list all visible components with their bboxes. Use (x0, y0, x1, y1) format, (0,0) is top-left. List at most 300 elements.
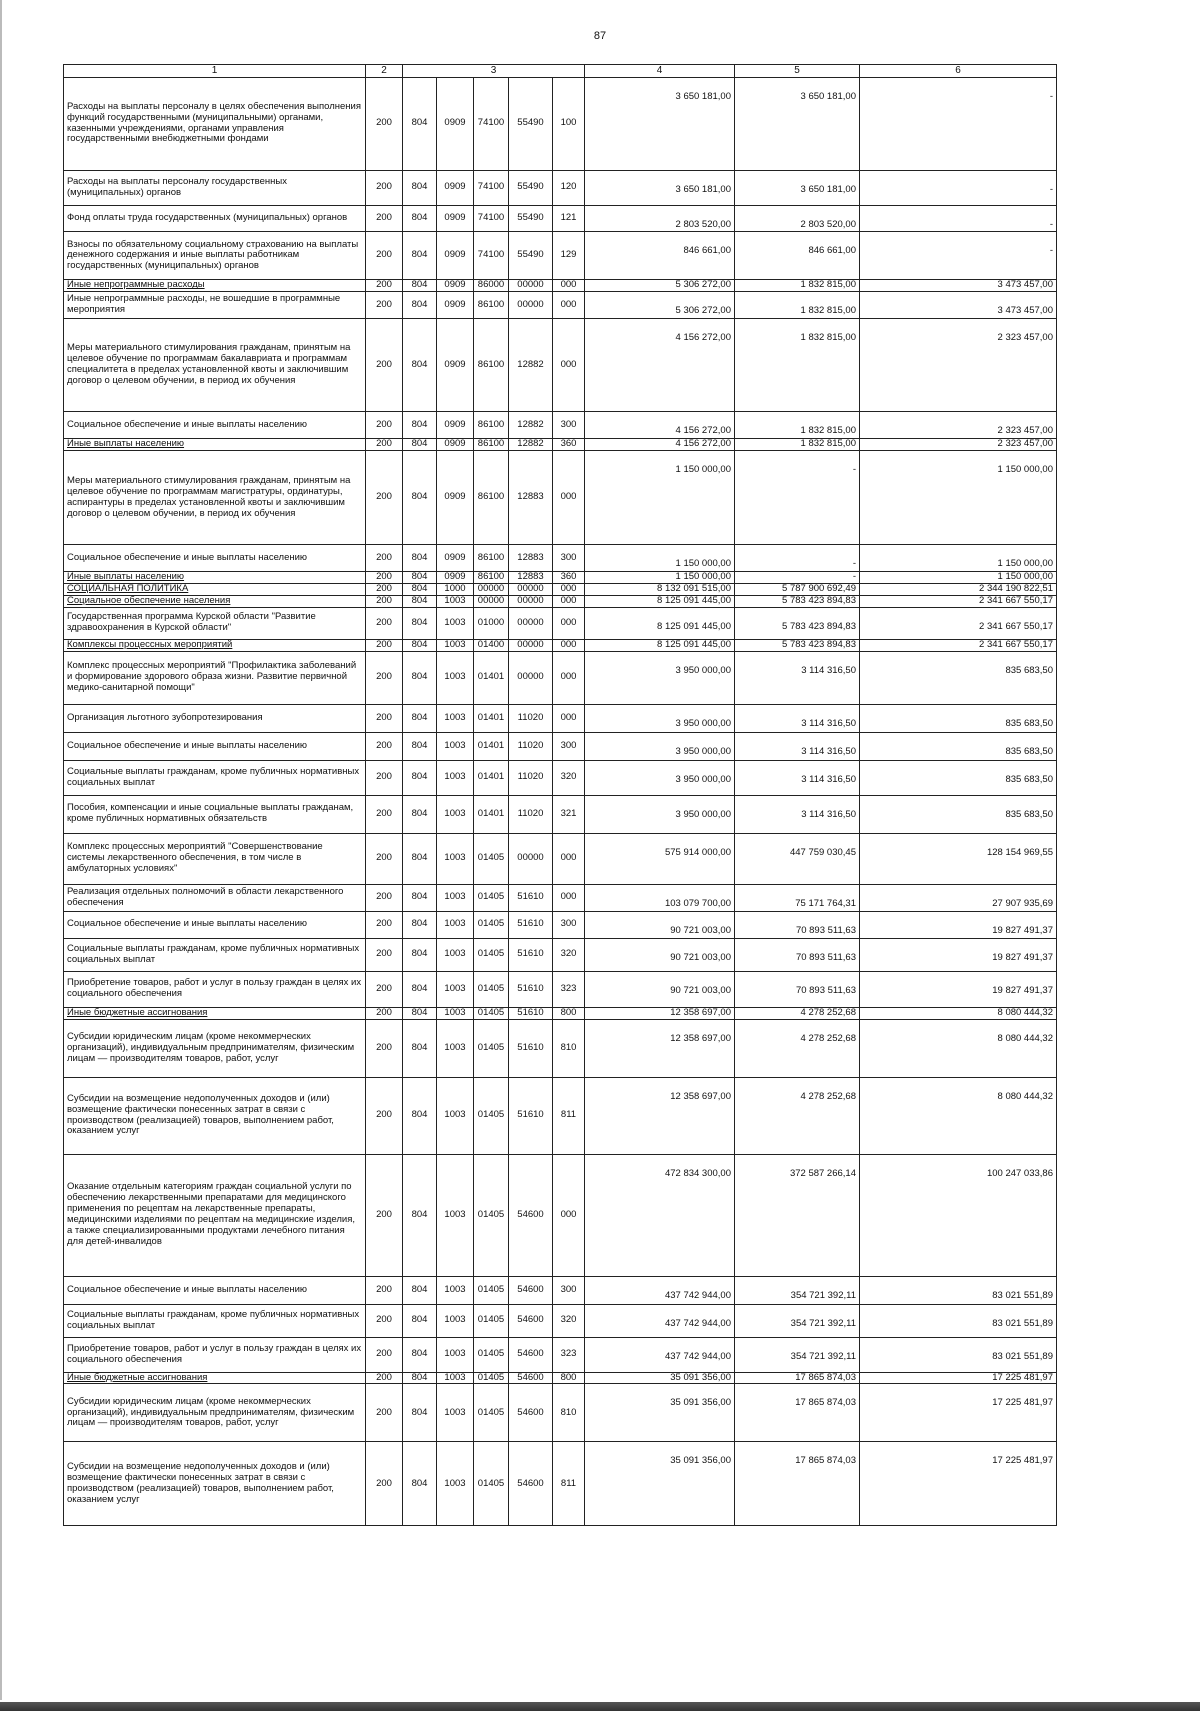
code-program: 01401 (474, 704, 509, 732)
code-admin: 804 (403, 795, 437, 833)
amount-col5: 70 893 511,63 (735, 971, 860, 1007)
row-name: Социальное обеспечение и иные выплаты населению (64, 732, 366, 760)
code-direction: 00000 (509, 280, 553, 292)
row-name: Расходы на выплаты персоналу в целях обеспечения выполнения функций государственными (муниципальными) органами, казенными учреждениями, органами управления государственными внебюджетными фондами (64, 77, 366, 170)
code-expense-type: 000 (553, 651, 585, 704)
code-program: 86000 (474, 280, 509, 292)
code-col2: 200 (366, 639, 403, 651)
amount-col6: 2 341 667 550,17 (860, 607, 1057, 639)
code-col2: 200 (366, 1019, 403, 1077)
code-admin: 804 (403, 232, 437, 280)
code-program: 86100 (474, 545, 509, 572)
amount-col5: 3 114 316,50 (735, 704, 860, 732)
code-direction: 00000 (509, 651, 553, 704)
code-admin: 804 (403, 205, 437, 232)
code-expense-type: 300 (553, 911, 585, 938)
table-row (64, 583, 1057, 595)
code-admin: 804 (403, 572, 437, 584)
code-program: 01405 (474, 1442, 509, 1526)
amount-col4: 35 091 356,00 (585, 1372, 735, 1384)
amount-col5: - (735, 545, 860, 572)
code-direction: 11020 (509, 795, 553, 833)
amount-col4: 8 125 091 445,00 (585, 595, 735, 607)
amount-col4: 472 834 300,00 (585, 1154, 735, 1276)
code-expense-type: 129 (553, 232, 585, 280)
amount-col6: 1 150 000,00 (860, 451, 1057, 545)
code-program: 01405 (474, 911, 509, 938)
row-name: Организация льготного зубопротезирования (64, 704, 366, 732)
code-program: 01405 (474, 833, 509, 884)
amount-col5: 70 893 511,63 (735, 911, 860, 938)
code-direction: 51610 (509, 1019, 553, 1077)
code-direction: 51610 (509, 1077, 553, 1154)
amount-col4: 437 742 944,00 (585, 1276, 735, 1304)
table-row (64, 911, 1057, 938)
code-col2: 200 (366, 1154, 403, 1276)
amount-col5: 4 278 252,68 (735, 1077, 860, 1154)
code-direction: 12882 (509, 319, 553, 412)
code-admin: 804 (403, 1019, 437, 1077)
code-program: 01405 (474, 1384, 509, 1442)
code-direction: 00000 (509, 595, 553, 607)
code-section: 1003 (437, 607, 474, 639)
header-col-2: 2 (366, 65, 403, 78)
code-direction: 51610 (509, 1007, 553, 1019)
amount-col4: 5 306 272,00 (585, 292, 735, 319)
code-direction: 54600 (509, 1384, 553, 1442)
code-admin: 804 (403, 451, 437, 545)
code-program: 74100 (474, 232, 509, 280)
row-name: Социальное обеспечение населения (64, 595, 366, 607)
code-section: 1003 (437, 760, 474, 795)
amount-col6: 27 907 935,69 (860, 884, 1057, 911)
code-col2: 200 (366, 884, 403, 911)
budget-sheet (63, 64, 1056, 1526)
code-expense-type: 120 (553, 170, 585, 205)
amount-col6: 19 827 491,37 (860, 911, 1057, 938)
code-admin: 804 (403, 1276, 437, 1304)
code-section: 1003 (437, 651, 474, 704)
row-name: Комплекс процессных мероприятий "Совершенствование системы лекарственного обеспечения, в том числе в амбулаторных условиях" (64, 833, 366, 884)
amount-col4: 3 650 181,00 (585, 77, 735, 170)
table-row (64, 280, 1057, 292)
table-row (64, 439, 1057, 451)
row-name: Государственная программа Курской области "Развитие здравоохранения в Курской области" (64, 607, 366, 639)
code-expense-type: 800 (553, 1007, 585, 1019)
code-admin: 804 (403, 583, 437, 595)
code-section: 0909 (437, 545, 474, 572)
code-program: 01401 (474, 760, 509, 795)
row-name: Социальное обеспечение и иные выплаты населению (64, 545, 366, 572)
code-program: 01000 (474, 607, 509, 639)
amount-col5: 372 587 266,14 (735, 1154, 860, 1276)
code-section: 1003 (437, 704, 474, 732)
code-program: 74100 (474, 77, 509, 170)
amount-col4: 8 125 091 445,00 (585, 639, 735, 651)
row-name: Социальное обеспечение и иные выплаты населению (64, 412, 366, 439)
amount-col4: 8 125 091 445,00 (585, 607, 735, 639)
code-admin: 804 (403, 77, 437, 170)
table-row (64, 232, 1057, 280)
code-col2: 200 (366, 170, 403, 205)
scan-bottom-edge (0, 1700, 1200, 1711)
code-section: 1003 (437, 1007, 474, 1019)
code-section: 1003 (437, 1337, 474, 1372)
code-section: 1003 (437, 795, 474, 833)
code-section: 0909 (437, 572, 474, 584)
header-col-3: 3 (403, 65, 585, 78)
amount-col6: 2 341 667 550,17 (860, 595, 1057, 607)
code-expense-type: 810 (553, 1019, 585, 1077)
code-program: 86100 (474, 412, 509, 439)
amount-col4: 35 091 356,00 (585, 1442, 735, 1526)
code-admin: 804 (403, 319, 437, 412)
code-section: 1003 (437, 1077, 474, 1154)
code-col2: 200 (366, 1077, 403, 1154)
code-col2: 200 (366, 1384, 403, 1442)
table-row (64, 704, 1057, 732)
amount-col4: 90 721 003,00 (585, 938, 735, 971)
amount-col6: 835 683,50 (860, 732, 1057, 760)
code-col2: 200 (366, 651, 403, 704)
amount-col4: 3 650 181,00 (585, 170, 735, 205)
code-section: 1003 (437, 833, 474, 884)
code-col2: 200 (366, 938, 403, 971)
row-name: Социальные выплаты гражданам, кроме публичных нормативных социальных выплат (64, 760, 366, 795)
row-name: Реализация отдельных полномочий в области лекарственного обеспечения (64, 884, 366, 911)
code-section: 1003 (437, 911, 474, 938)
amount-col6: 83 021 551,89 (860, 1276, 1057, 1304)
code-admin: 804 (403, 704, 437, 732)
table-row (64, 572, 1057, 584)
header-col-4: 4 (585, 65, 735, 78)
code-col2: 200 (366, 583, 403, 595)
amount-col6: 2 323 457,00 (860, 439, 1057, 451)
amount-col6: 17 225 481,97 (860, 1372, 1057, 1384)
code-expense-type: 300 (553, 732, 585, 760)
code-section: 1003 (437, 595, 474, 607)
code-program: 86100 (474, 439, 509, 451)
code-admin: 804 (403, 971, 437, 1007)
code-col2: 200 (366, 1442, 403, 1526)
code-section: 1003 (437, 732, 474, 760)
code-direction: 51610 (509, 971, 553, 1007)
amount-col4: 12 358 697,00 (585, 1077, 735, 1154)
code-col2: 200 (366, 607, 403, 639)
amount-col5: 17 865 874,03 (735, 1372, 860, 1384)
amount-col5: 5 783 423 894,83 (735, 595, 860, 607)
amount-col4: 1 150 000,00 (585, 451, 735, 545)
code-col2: 200 (366, 1372, 403, 1384)
amount-col6: 17 225 481,97 (860, 1442, 1057, 1526)
table-row (64, 1019, 1057, 1077)
amount-col6: 1 150 000,00 (860, 572, 1057, 584)
amount-col5: 3 114 316,50 (735, 795, 860, 833)
code-col2: 200 (366, 1337, 403, 1372)
code-admin: 804 (403, 639, 437, 651)
code-section: 0909 (437, 280, 474, 292)
code-section: 0909 (437, 412, 474, 439)
code-direction: 00000 (509, 607, 553, 639)
amount-col4: 35 091 356,00 (585, 1384, 735, 1442)
code-col2: 200 (366, 451, 403, 545)
code-direction: 54600 (509, 1372, 553, 1384)
row-name: Субсидии на возмещение недополученных доходов и (или) возмещение фактически понесенных затрат в связи с производством (реализацией) товаров, выполнением работ, оказанием услуг (64, 1442, 366, 1526)
amount-col4: 2 803 520,00 (585, 205, 735, 232)
code-expense-type: 320 (553, 760, 585, 795)
code-col2: 200 (366, 704, 403, 732)
code-expense-type: 000 (553, 583, 585, 595)
row-name: Иные выплаты населению (64, 572, 366, 584)
amount-col5: 17 865 874,03 (735, 1442, 860, 1526)
code-col2: 200 (366, 319, 403, 412)
page-number: 87 (593, 30, 607, 42)
amount-col5: 75 171 764,31 (735, 884, 860, 911)
amount-col5: 3 650 181,00 (735, 170, 860, 205)
amount-col4: 437 742 944,00 (585, 1337, 735, 1372)
amount-col5: 2 803 520,00 (735, 205, 860, 232)
amount-col4: 1 150 000,00 (585, 545, 735, 572)
code-expense-type: 321 (553, 795, 585, 833)
table-row (64, 938, 1057, 971)
code-section: 1003 (437, 1372, 474, 1384)
table-row (64, 170, 1057, 205)
code-program: 01401 (474, 795, 509, 833)
amount-col6: 8 080 444,32 (860, 1077, 1057, 1154)
code-expense-type: 000 (553, 319, 585, 412)
code-expense-type: 811 (553, 1442, 585, 1526)
code-expense-type: 811 (553, 1077, 585, 1154)
code-direction: 54600 (509, 1304, 553, 1337)
amount-col6: 1 150 000,00 (860, 545, 1057, 572)
code-program: 01405 (474, 1372, 509, 1384)
amount-col6: 835 683,50 (860, 651, 1057, 704)
row-name: Иные бюджетные ассигнования (64, 1007, 366, 1019)
code-program: 01400 (474, 639, 509, 651)
code-expense-type: 300 (553, 1276, 585, 1304)
code-col2: 200 (366, 1304, 403, 1337)
amount-col5: 4 278 252,68 (735, 1007, 860, 1019)
amount-col4: 5 306 272,00 (585, 280, 735, 292)
row-name: Иные непрограммные расходы (64, 280, 366, 292)
amount-col6: 2 323 457,00 (860, 412, 1057, 439)
row-name: Субсидии на возмещение недополученных доходов и (или) возмещение фактически понесенных затрат в связи с производством (реализацией) товаров, выполнением работ, оказанием услуг (64, 1077, 366, 1154)
code-program: 01405 (474, 1304, 509, 1337)
code-admin: 804 (403, 412, 437, 439)
row-name: Меры материального стимулирования гражданам, принятым на целевое обучение по программам магистратуры, ординатуры, аспирантуры в пределах установленной квоты и заключившим договор о целевом обучении, в период их обучения (64, 451, 366, 545)
amount-col6: 3 473 457,00 (860, 292, 1057, 319)
code-col2: 200 (366, 1276, 403, 1304)
row-name: Оказание отдельным категориям граждан социальной услуги по обеспечению лекарственными препаратами для медицинского применения по рецептам на лекарственные препараты, медицинскими изделиями по рецептам на медицинские изделия, а также специализированными продуктами лечебного питания для детей-инвалидов (64, 1154, 366, 1276)
code-expense-type: 000 (553, 1154, 585, 1276)
amount-col4: 3 950 000,00 (585, 795, 735, 833)
budget-table (63, 64, 1057, 1526)
table-row (64, 1384, 1057, 1442)
code-col2: 200 (366, 292, 403, 319)
table-body (64, 65, 1057, 1526)
code-direction: 51610 (509, 884, 553, 911)
table-row (64, 1077, 1057, 1154)
code-section: 0909 (437, 170, 474, 205)
code-section: 0909 (437, 439, 474, 451)
code-program: 86100 (474, 292, 509, 319)
code-expense-type: 360 (553, 439, 585, 451)
code-section: 0909 (437, 232, 474, 280)
code-program: 00000 (474, 583, 509, 595)
amount-col4: 4 156 272,00 (585, 412, 735, 439)
amount-col5: - (735, 451, 860, 545)
amount-col5: 70 893 511,63 (735, 938, 860, 971)
code-program: 01405 (474, 1007, 509, 1019)
amount-col5: 1 832 815,00 (735, 319, 860, 412)
table-row (64, 1007, 1057, 1019)
code-program: 00000 (474, 595, 509, 607)
amount-col4: 3 950 000,00 (585, 732, 735, 760)
code-program: 01405 (474, 1154, 509, 1276)
code-program: 01405 (474, 884, 509, 911)
code-direction: 51610 (509, 938, 553, 971)
amount-col5: 354 721 392,11 (735, 1337, 860, 1372)
code-direction: 54600 (509, 1337, 553, 1372)
amount-col4: 90 721 003,00 (585, 971, 735, 1007)
code-expense-type: 000 (553, 595, 585, 607)
table-row (64, 292, 1057, 319)
table-row (64, 732, 1057, 760)
amount-col4: 575 914 000,00 (585, 833, 735, 884)
code-admin: 804 (403, 1337, 437, 1372)
code-expense-type: 000 (553, 639, 585, 651)
code-direction: 11020 (509, 732, 553, 760)
table-row (64, 205, 1057, 232)
amount-col5: 3 650 181,00 (735, 77, 860, 170)
table-row (64, 1276, 1057, 1304)
code-col2: 200 (366, 795, 403, 833)
code-admin: 804 (403, 607, 437, 639)
amount-col6: 835 683,50 (860, 795, 1057, 833)
amount-col5: 17 865 874,03 (735, 1384, 860, 1442)
table-row (64, 971, 1057, 1007)
amount-col5: 5 783 423 894,83 (735, 639, 860, 651)
amount-col5: 4 278 252,68 (735, 1019, 860, 1077)
code-expense-type: 121 (553, 205, 585, 232)
code-col2: 200 (366, 760, 403, 795)
header-col-5: 5 (735, 65, 860, 78)
table-row (64, 545, 1057, 572)
code-direction: 51610 (509, 911, 553, 938)
code-direction: 55490 (509, 170, 553, 205)
code-expense-type: 300 (553, 545, 585, 572)
code-section: 1003 (437, 938, 474, 971)
amount-col6: 2 344 190 822,51 (860, 583, 1057, 595)
code-col2: 200 (366, 232, 403, 280)
row-name: Иные выплаты населению (64, 439, 366, 451)
code-direction: 55490 (509, 77, 553, 170)
amount-col5: 1 832 815,00 (735, 412, 860, 439)
amount-col6: 83 021 551,89 (860, 1304, 1057, 1337)
code-expense-type: 000 (553, 280, 585, 292)
row-name: Иные непрограммные расходы, не вошедшие в программные мероприятия (64, 292, 366, 319)
amount-col5: 3 114 316,50 (735, 760, 860, 795)
code-direction: 00000 (509, 583, 553, 595)
amount-col6: 100 247 033,86 (860, 1154, 1057, 1276)
code-section: 1003 (437, 884, 474, 911)
code-expense-type: 320 (553, 1304, 585, 1337)
row-name: Комплексы процессных мероприятий (64, 639, 366, 651)
code-admin: 804 (403, 439, 437, 451)
row-name: Комплекс процессных мероприятий "Профилактика заболеваний и формирование здорового образа жизни. Развитие первичной медико-санитарной помощи" (64, 651, 366, 704)
code-col2: 200 (366, 732, 403, 760)
code-admin: 804 (403, 1384, 437, 1442)
amount-col5: 354 721 392,11 (735, 1304, 860, 1337)
table-row (64, 760, 1057, 795)
row-name: Фонд оплаты труда государственных (муниципальных) органов (64, 205, 366, 232)
amount-col5: 3 114 316,50 (735, 651, 860, 704)
code-admin: 804 (403, 1372, 437, 1384)
code-program: 86100 (474, 319, 509, 412)
code-col2: 200 (366, 833, 403, 884)
amount-col6: 2 323 457,00 (860, 319, 1057, 412)
code-program: 01405 (474, 1276, 509, 1304)
amount-col5: 846 661,00 (735, 232, 860, 280)
amount-col4: 846 661,00 (585, 232, 735, 280)
code-direction: 55490 (509, 205, 553, 232)
header-col-6: 6 (860, 65, 1057, 78)
row-name: Взносы по обязательному социальному страхованию на выплаты денежного содержания и иные выплаты работникам государственных (муниципальных) органов (64, 232, 366, 280)
table-row (64, 639, 1057, 651)
code-direction: 54600 (509, 1154, 553, 1276)
code-direction: 54600 (509, 1276, 553, 1304)
amount-col6: - (860, 232, 1057, 280)
code-direction: 54600 (509, 1442, 553, 1526)
amount-col6: 835 683,50 (860, 704, 1057, 732)
table-row (64, 77, 1057, 170)
code-section: 0909 (437, 292, 474, 319)
row-name: Пособия, компенсации и иные социальные выплаты гражданам, кроме публичных нормативных обязательств (64, 795, 366, 833)
code-program: 01405 (474, 1337, 509, 1372)
amount-col4: 437 742 944,00 (585, 1304, 735, 1337)
amount-col6: 3 473 457,00 (860, 280, 1057, 292)
code-admin: 804 (403, 911, 437, 938)
amount-col6: - (860, 170, 1057, 205)
code-program: 74100 (474, 170, 509, 205)
amount-col4: 12 358 697,00 (585, 1007, 735, 1019)
code-admin: 804 (403, 595, 437, 607)
amount-col4: 12 358 697,00 (585, 1019, 735, 1077)
code-section: 1003 (437, 971, 474, 1007)
code-col2: 200 (366, 1007, 403, 1019)
code-col2: 200 (366, 595, 403, 607)
table-row (64, 1154, 1057, 1276)
amount-col4: 103 079 700,00 (585, 884, 735, 911)
amount-col5: 5 787 900 692,49 (735, 583, 860, 595)
code-col2: 200 (366, 412, 403, 439)
amount-col5: - (735, 572, 860, 584)
amount-col6: 19 827 491,37 (860, 938, 1057, 971)
row-name: Расходы на выплаты персоналу государственных (муниципальных) органов (64, 170, 366, 205)
amount-col6: - (860, 77, 1057, 170)
row-name: Иные бюджетные ассигнования (64, 1372, 366, 1384)
code-admin: 804 (403, 651, 437, 704)
code-section: 1003 (437, 1154, 474, 1276)
code-col2: 200 (366, 572, 403, 584)
code-col2: 200 (366, 545, 403, 572)
table-row (64, 1372, 1057, 1384)
table-row (64, 607, 1057, 639)
amount-col4: 3 950 000,00 (585, 704, 735, 732)
code-direction: 12883 (509, 545, 553, 572)
code-program: 01405 (474, 971, 509, 1007)
header-row (64, 65, 1057, 78)
